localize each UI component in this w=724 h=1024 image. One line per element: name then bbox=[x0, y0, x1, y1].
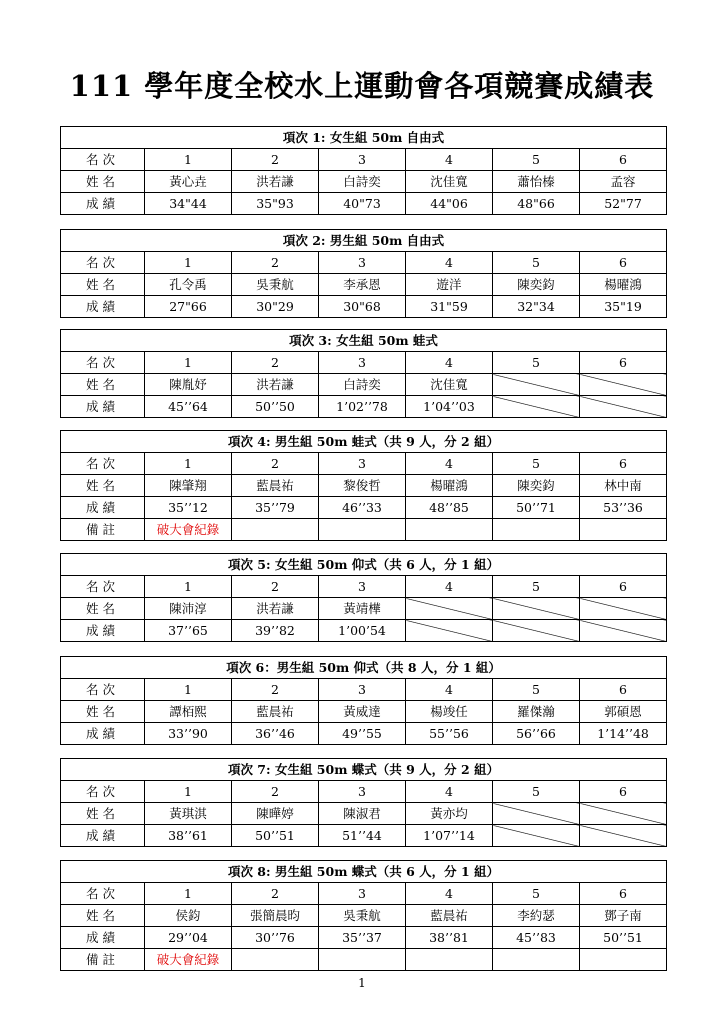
score-cell: 48"66 bbox=[493, 193, 580, 215]
remark-empty-cell bbox=[232, 519, 319, 541]
rank-cell: 4 bbox=[406, 679, 493, 701]
score-cell: 30"68 bbox=[319, 296, 406, 318]
rank-cell: 1 bbox=[145, 883, 232, 905]
name-cell: 吳秉航 bbox=[232, 274, 319, 296]
rank-cell: 3 bbox=[319, 352, 406, 374]
rank-cell: 6 bbox=[580, 453, 667, 475]
event-title: 項次 4: 男生組 50m 蛙式（共 9 人，分 2 組） bbox=[61, 431, 667, 453]
name-cell: 鄧子南 bbox=[580, 905, 667, 927]
score-cell: 48’’85 bbox=[406, 497, 493, 519]
row-label-name: 姓名 bbox=[61, 803, 145, 825]
rank-cell: 2 bbox=[232, 576, 319, 598]
rank-cell: 3 bbox=[319, 149, 406, 171]
rank-cell: 5 bbox=[493, 149, 580, 171]
score-cell: 46’’33 bbox=[319, 497, 406, 519]
event-title: 項次 1: 女生組 50m 自由式 bbox=[61, 127, 667, 149]
name-cell: 白詩奕 bbox=[319, 171, 406, 193]
rank-cell: 3 bbox=[319, 679, 406, 701]
remark-cell: 破大會紀錄 bbox=[145, 949, 232, 971]
row-label-name: 姓名 bbox=[61, 374, 145, 396]
event-title: 項次 5: 女生組 50m 仰式（共 6 人，分 1 組） bbox=[61, 554, 667, 576]
name-cell bbox=[406, 598, 493, 620]
row-label-rank: 名次 bbox=[61, 679, 145, 701]
score-cell: 52"77 bbox=[580, 193, 667, 215]
name-cell bbox=[493, 374, 580, 396]
name-cell: 陳沛淳 bbox=[145, 598, 232, 620]
name-cell: 李承恩 bbox=[319, 274, 406, 296]
table-row bbox=[61, 723, 667, 745]
name-cell bbox=[493, 803, 580, 825]
name-cell: 黃琪淇 bbox=[145, 803, 232, 825]
event-title: 項次 6：男生組 50m 仰式（共 8 人，分 1 組） bbox=[61, 657, 667, 679]
page-number: 1 bbox=[358, 976, 366, 990]
rank-cell: 4 bbox=[406, 252, 493, 274]
rank-cell: 1 bbox=[145, 781, 232, 803]
score-cell: 44"06 bbox=[406, 193, 493, 215]
row-label-score: 成績 bbox=[61, 497, 145, 519]
rank-cell: 5 bbox=[493, 679, 580, 701]
row-label-rank: 名次 bbox=[61, 453, 145, 475]
score-cell: 36’’46 bbox=[232, 723, 319, 745]
name-cell: 陳淑君 bbox=[319, 803, 406, 825]
rank-cell: 2 bbox=[232, 252, 319, 274]
event-table-6 bbox=[60, 656, 667, 745]
row-label-score: 成績 bbox=[61, 723, 145, 745]
event-table-3 bbox=[60, 329, 667, 418]
name-cell: 蕭怡榛 bbox=[493, 171, 580, 193]
name-cell: 林中南 bbox=[580, 475, 667, 497]
row-label-rank: 名次 bbox=[61, 252, 145, 274]
table-row bbox=[61, 825, 667, 847]
score-cell: 49’’55 bbox=[319, 723, 406, 745]
remark-cell: 破大會紀錄 bbox=[145, 519, 232, 541]
rank-cell: 4 bbox=[406, 883, 493, 905]
rank-cell: 1 bbox=[145, 453, 232, 475]
row-label-rank: 名次 bbox=[61, 149, 145, 171]
row-label-name: 姓名 bbox=[61, 274, 145, 296]
score-cell: 1’07’’14 bbox=[406, 825, 493, 847]
name-cell: 洪若謙 bbox=[232, 598, 319, 620]
name-cell: 沈佳寬 bbox=[406, 374, 493, 396]
name-cell: 洪若謙 bbox=[232, 171, 319, 193]
name-cell: 藍晨祐 bbox=[406, 905, 493, 927]
name-cell: 陳胤妤 bbox=[145, 374, 232, 396]
score-cell: 1’02’’78 bbox=[319, 396, 406, 418]
name-cell: 藍晨祐 bbox=[232, 475, 319, 497]
table-row bbox=[61, 171, 667, 193]
score-cell: 35’’37 bbox=[319, 927, 406, 949]
name-cell: 白詩奕 bbox=[319, 374, 406, 396]
score-cell: 45’’83 bbox=[493, 927, 580, 949]
rank-cell: 1 bbox=[145, 576, 232, 598]
name-cell: 孔令禹 bbox=[145, 274, 232, 296]
rank-cell: 4 bbox=[406, 576, 493, 598]
event-table-7 bbox=[60, 758, 667, 847]
rank-cell: 6 bbox=[580, 149, 667, 171]
rank-cell: 3 bbox=[319, 781, 406, 803]
table-row bbox=[61, 453, 667, 475]
score-cell: 35’’79 bbox=[232, 497, 319, 519]
row-label-remark: 備註 bbox=[61, 519, 145, 541]
score-cell: 34"44 bbox=[145, 193, 232, 215]
score-cell bbox=[580, 620, 667, 642]
table-row bbox=[61, 497, 667, 519]
table-row bbox=[61, 927, 667, 949]
table-row bbox=[61, 576, 667, 598]
table-row bbox=[61, 905, 667, 927]
score-cell: 1’14’’48 bbox=[580, 723, 667, 745]
name-cell: 黃靖樺 bbox=[319, 598, 406, 620]
rank-cell: 5 bbox=[493, 352, 580, 374]
score-cell: 35"19 bbox=[580, 296, 667, 318]
table-row bbox=[61, 252, 667, 274]
name-cell: 郭碩恩 bbox=[580, 701, 667, 723]
row-label-rank: 名次 bbox=[61, 352, 145, 374]
name-cell bbox=[493, 598, 580, 620]
rank-cell: 6 bbox=[580, 883, 667, 905]
name-cell: 李約瑟 bbox=[493, 905, 580, 927]
name-cell: 藍晨祐 bbox=[232, 701, 319, 723]
name-cell: 黃心垚 bbox=[145, 171, 232, 193]
row-label-remark: 備註 bbox=[61, 949, 145, 971]
name-cell: 羅傑瀚 bbox=[493, 701, 580, 723]
score-cell: 35’’12 bbox=[145, 497, 232, 519]
name-cell bbox=[580, 803, 667, 825]
score-cell: 27"66 bbox=[145, 296, 232, 318]
score-cell bbox=[493, 396, 580, 418]
rank-cell: 5 bbox=[493, 883, 580, 905]
score-cell bbox=[493, 825, 580, 847]
row-label-name: 姓名 bbox=[61, 171, 145, 193]
rank-cell: 2 bbox=[232, 883, 319, 905]
score-cell bbox=[580, 396, 667, 418]
row-label-score: 成績 bbox=[61, 927, 145, 949]
score-cell: 50’’71 bbox=[493, 497, 580, 519]
table-row bbox=[61, 374, 667, 396]
rank-cell: 3 bbox=[319, 453, 406, 475]
row-label-score: 成績 bbox=[61, 296, 145, 318]
table-row bbox=[61, 598, 667, 620]
score-cell: 32"34 bbox=[493, 296, 580, 318]
score-cell: 50’’51 bbox=[580, 927, 667, 949]
rank-cell: 4 bbox=[406, 352, 493, 374]
score-cell: 53’’36 bbox=[580, 497, 667, 519]
row-label-name: 姓名 bbox=[61, 598, 145, 620]
rank-cell: 1 bbox=[145, 679, 232, 701]
rank-cell: 4 bbox=[406, 149, 493, 171]
event-table-5 bbox=[60, 553, 667, 642]
score-cell: 56’’66 bbox=[493, 723, 580, 745]
name-cell: 張簡晨昀 bbox=[232, 905, 319, 927]
table-row bbox=[61, 883, 667, 905]
name-cell: 黃威達 bbox=[319, 701, 406, 723]
name-cell bbox=[580, 374, 667, 396]
row-label-score: 成績 bbox=[61, 620, 145, 642]
score-cell: 50’’51 bbox=[232, 825, 319, 847]
row-label-name: 姓名 bbox=[61, 905, 145, 927]
rank-cell: 6 bbox=[580, 781, 667, 803]
row-label-rank: 名次 bbox=[61, 781, 145, 803]
rank-cell: 1 bbox=[145, 252, 232, 274]
name-cell: 陳奕鈞 bbox=[493, 274, 580, 296]
score-cell: 37’’65 bbox=[145, 620, 232, 642]
remark-empty-cell bbox=[580, 519, 667, 541]
event-table-1 bbox=[60, 126, 667, 215]
rank-cell: 6 bbox=[580, 252, 667, 274]
table-row bbox=[61, 396, 667, 418]
remark-empty-cell bbox=[493, 519, 580, 541]
score-cell: 30"29 bbox=[232, 296, 319, 318]
score-cell: 38’’81 bbox=[406, 927, 493, 949]
table-row bbox=[61, 519, 667, 541]
rank-cell: 5 bbox=[493, 781, 580, 803]
rank-cell: 3 bbox=[319, 883, 406, 905]
table-row bbox=[61, 781, 667, 803]
score-cell: 40"73 bbox=[319, 193, 406, 215]
name-cell: 陳肇翔 bbox=[145, 475, 232, 497]
event-title: 項次 2: 男生組 50m 自由式 bbox=[61, 230, 667, 252]
table-row bbox=[61, 352, 667, 374]
event-title: 項次 8: 男生組 50m 蝶式（共 6 人，分 1 組） bbox=[61, 861, 667, 883]
name-cell: 陳奕鈞 bbox=[493, 475, 580, 497]
remark-empty-cell bbox=[406, 519, 493, 541]
table-row bbox=[61, 149, 667, 171]
rank-cell: 2 bbox=[232, 781, 319, 803]
score-cell: 45’’64 bbox=[145, 396, 232, 418]
name-cell: 陳曄婷 bbox=[232, 803, 319, 825]
event-table-8 bbox=[60, 860, 667, 971]
name-cell: 楊竣任 bbox=[406, 701, 493, 723]
score-cell bbox=[406, 620, 493, 642]
score-cell: 38’’61 bbox=[145, 825, 232, 847]
rank-cell: 3 bbox=[319, 576, 406, 598]
score-cell: 1’00’54 bbox=[319, 620, 406, 642]
event-title: 項次 7: 女生組 50m 蝶式（共 9 人，分 2 組） bbox=[61, 759, 667, 781]
row-label-score: 成績 bbox=[61, 396, 145, 418]
rank-cell: 1 bbox=[145, 149, 232, 171]
name-cell: 沈佳寬 bbox=[406, 171, 493, 193]
remark-empty-cell bbox=[493, 949, 580, 971]
rank-cell: 2 bbox=[232, 149, 319, 171]
rank-cell: 5 bbox=[493, 576, 580, 598]
table-row bbox=[61, 296, 667, 318]
page-title: 111 學年度全校水上運動會各項競賽成績表 bbox=[69, 69, 655, 103]
name-cell: 遊洋 bbox=[406, 274, 493, 296]
remark-empty-cell bbox=[319, 949, 406, 971]
score-cell: 35"93 bbox=[232, 193, 319, 215]
rank-cell: 1 bbox=[145, 352, 232, 374]
rank-cell: 2 bbox=[232, 679, 319, 701]
score-cell bbox=[493, 620, 580, 642]
table-row bbox=[61, 274, 667, 296]
remark-empty-cell bbox=[406, 949, 493, 971]
name-cell: 孟容 bbox=[580, 171, 667, 193]
score-cell: 29’’04 bbox=[145, 927, 232, 949]
event-table-2 bbox=[60, 229, 667, 318]
event-table-4 bbox=[60, 430, 667, 541]
rank-cell: 6 bbox=[580, 576, 667, 598]
remark-empty-cell bbox=[319, 519, 406, 541]
row-label-score: 成績 bbox=[61, 825, 145, 847]
table-row bbox=[61, 475, 667, 497]
event-title: 項次 3: 女生組 50m 蛙式 bbox=[61, 330, 667, 352]
rank-cell: 2 bbox=[232, 453, 319, 475]
name-cell: 侯鈞 bbox=[145, 905, 232, 927]
remark-empty-cell bbox=[580, 949, 667, 971]
name-cell: 洪若謙 bbox=[232, 374, 319, 396]
table-row bbox=[61, 679, 667, 701]
rank-cell: 4 bbox=[406, 781, 493, 803]
score-cell: 55’’56 bbox=[406, 723, 493, 745]
name-cell: 吳秉航 bbox=[319, 905, 406, 927]
name-cell: 黎俊哲 bbox=[319, 475, 406, 497]
score-cell: 1’04’’03 bbox=[406, 396, 493, 418]
table-row bbox=[61, 701, 667, 723]
name-cell: 楊曜鴻 bbox=[580, 274, 667, 296]
row-label-rank: 名次 bbox=[61, 576, 145, 598]
table-row bbox=[61, 193, 667, 215]
score-cell: 51’’44 bbox=[319, 825, 406, 847]
remark-empty-cell bbox=[232, 949, 319, 971]
rank-cell: 3 bbox=[319, 252, 406, 274]
rank-cell: 5 bbox=[493, 453, 580, 475]
row-label-score: 成績 bbox=[61, 193, 145, 215]
table-row bbox=[61, 803, 667, 825]
rank-cell: 6 bbox=[580, 352, 667, 374]
table-row bbox=[61, 620, 667, 642]
name-cell: 黃亦均 bbox=[406, 803, 493, 825]
rank-cell: 6 bbox=[580, 679, 667, 701]
row-label-name: 姓名 bbox=[61, 475, 145, 497]
table-row bbox=[61, 949, 667, 971]
name-cell bbox=[580, 598, 667, 620]
rank-cell: 2 bbox=[232, 352, 319, 374]
score-cell bbox=[580, 825, 667, 847]
row-label-name: 姓名 bbox=[61, 701, 145, 723]
score-cell: 30’’76 bbox=[232, 927, 319, 949]
score-cell: 39’’82 bbox=[232, 620, 319, 642]
score-cell: 50’’50 bbox=[232, 396, 319, 418]
rank-cell: 5 bbox=[493, 252, 580, 274]
name-cell: 楊曜鴻 bbox=[406, 475, 493, 497]
name-cell: 譚栢熙 bbox=[145, 701, 232, 723]
rank-cell: 4 bbox=[406, 453, 493, 475]
score-cell: 33’’90 bbox=[145, 723, 232, 745]
row-label-rank: 名次 bbox=[61, 883, 145, 905]
score-cell: 31"59 bbox=[406, 296, 493, 318]
